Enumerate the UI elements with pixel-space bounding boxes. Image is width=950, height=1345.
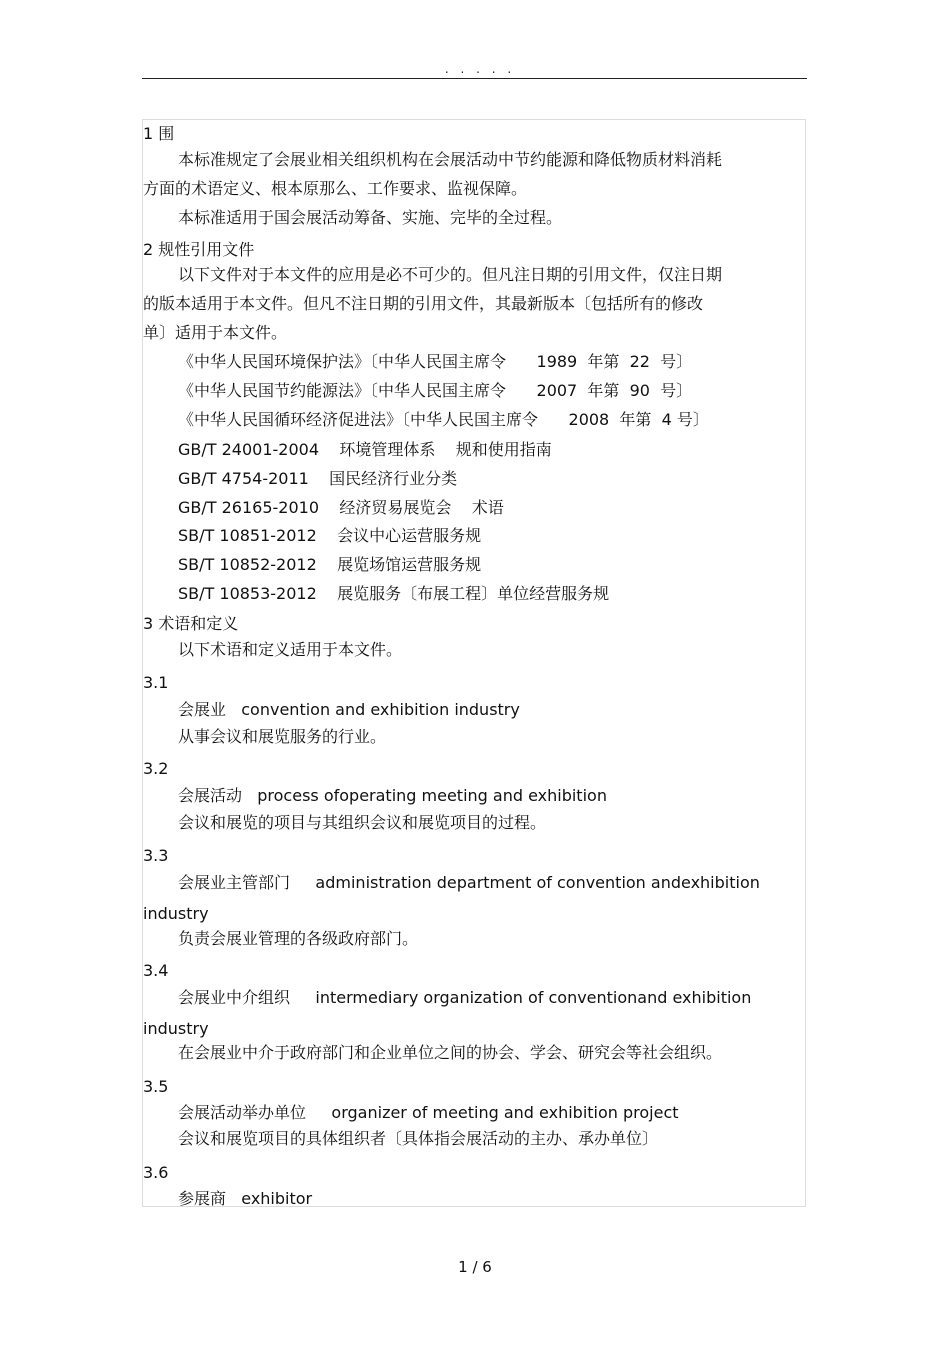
header-dots: . . . . .: [444, 62, 516, 76]
section-1-paragraph-line: 本标准规定了会展业相关组织机构在会展活动中节约能源和降低物质材料消耗: [178, 150, 723, 169]
term-number: 3.2: [143, 759, 169, 778]
reference-item: GB/T 4754-2011 国民经济行业分类: [178, 469, 458, 488]
term-number: 3.5: [143, 1077, 169, 1096]
term-title: 会展活动 process ofoperating meeting and exhibition: [178, 786, 607, 805]
term-definition: 负责会展业管理的各级政府部门。: [178, 929, 419, 948]
term-title: 参展商 exhibitor: [178, 1189, 313, 1208]
reference-item: GB/T 26165-2010 经济贸易展览会 术语: [178, 498, 504, 517]
reference-item: SB/T 10852-2012 展览场馆运营服务规: [178, 555, 482, 574]
term-number: 3.6: [143, 1163, 169, 1182]
section-2-paragraph-line: 以下文件对于本文件的应用是必不可少的。但凡注日期的引用文件，仅注日期: [178, 265, 723, 284]
term-number: 3.1: [143, 673, 169, 692]
term-title-continuation: industry: [143, 1019, 209, 1038]
term-definition: 在会展业中介于政府部门和企业单位之间的协会、学会、研究会等社会组织。: [178, 1043, 723, 1062]
term-title-continuation: industry: [143, 904, 209, 923]
reference-item: SB/T 10853-2012 展览服务〔布展工程〕单位经营服务规: [178, 584, 610, 603]
reference-item: 《中华人民国循环经济促进法》〔中华人民国主席令 2008 年第 4 号〕: [178, 410, 709, 429]
section-2-paragraph-line: 单〕适用于本文件。: [143, 323, 288, 342]
term-title: 会展业中介组织 intermediary organization of conventionand exhibition: [178, 988, 752, 1007]
reference-item: 《中华人民国环境保护法》〔中华人民国主席令 1989 年第 22 号〕: [178, 352, 693, 371]
section-3-heading: 3 术语和定义: [143, 614, 239, 633]
section-2-paragraph-line: 的版本适用于本文件。但凡不注日期的引用文件，其最新版本〔包括所有的修改: [143, 294, 704, 313]
term-title: 会展业主管部门 administration department of convention andexhibition: [178, 873, 760, 892]
section-1-paragraph-line: 方面的术语定义、根本原那么、工作要求、监视保障。: [143, 179, 528, 198]
term-definition: 会议和展览的项目与其组织会议和展览项目的过程。: [178, 813, 547, 832]
reference-item: GB/T 24001-2004 环境管理体系 规和使用指南: [178, 440, 552, 459]
page-number: 1 / 6: [458, 1258, 492, 1276]
reference-item: 《中华人民国节约能源法》〔中华人民国主席令 2007 年第 90 号〕: [178, 381, 693, 400]
term-title: 会展业 convention and exhibition industry: [178, 700, 520, 719]
section-2-heading: 2 规性引用文件: [143, 240, 255, 259]
header-rule: [142, 78, 807, 79]
term-number: 3.4: [143, 961, 169, 980]
term-title: 会展活动举办单位 organizer of meeting and exhibition project: [178, 1103, 679, 1122]
term-definition: 会议和展览项目的具体组织者〔具体指会展活动的主办、承办单位〕: [178, 1129, 659, 1148]
term-definition: 从事会议和展览服务的行业。: [178, 727, 387, 746]
section-3-intro: 以下术语和定义适用于本文件。: [178, 640, 403, 659]
reference-item: SB/T 10851-2012 会议中心运营服务规: [178, 526, 482, 545]
section-1-heading: 1 围: [143, 124, 175, 143]
section-1-paragraph: 本标准适用于国会展活动筹备、实施、完毕的全过程。: [178, 208, 563, 227]
term-number: 3.3: [143, 846, 169, 865]
